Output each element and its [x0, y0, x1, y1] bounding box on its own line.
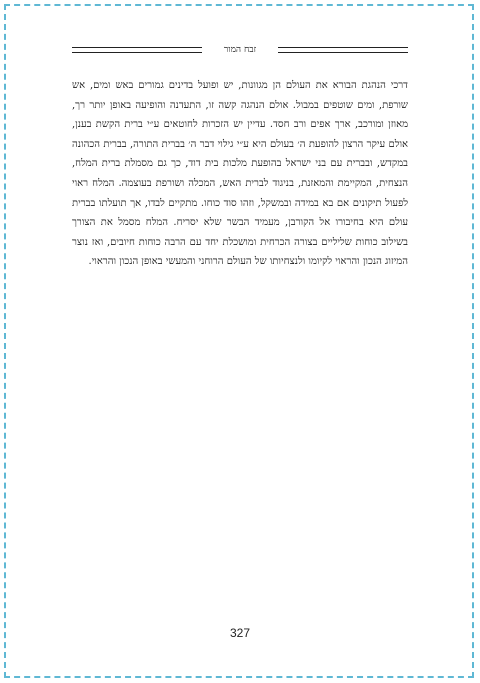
header-rule-left	[72, 47, 202, 53]
header-rule-right	[278, 47, 408, 53]
body-paragraph: דרכי הנהגת הבורא את העולם הן מגוונות, יש ופועל בדינים גמורים באש ומים, אש שורפת, ומים שוטפים במבול. אולם הנהגה קשה זו, התעדנה והופיעה באופן יותר רך, מאוזן ומורכב, ארך אפים ורב חסד. עדיין יש הזכרות לחוטאים ע״י ברית הקשת בענן, אולם עיקר הרצון להופעת ה׳ בעולם היא ע״י גילוי דבר ה׳ בברית התורה, בברית הכהונה במקדש, ובברית עם בני ישראל בהופעת מלכות בית דוד, כך גם מסמלת ברית המלח, הנצחית, המקיימת והמאזנת, בניגוד לברית האש, המכלה ושורפת בעוצמה. המלח ראוי לפעול תיקונים אם בא במידה ובמשקל, וזהו סוד כוחו. מתקיים לבדו, אך תועלתו בברית עולם היא בחיבורו אל הקורבן, מעמיד הבשר שלא יסריח. המלח מסמל את הצורך בשילוב כוחות שליליים בצורה הכרחית ומושכלת יחד עם הרבה כוחות חיובים, ואז נוצר המיזוג הנכון והראוי לקיומו ולנצחיותו של העולם הרוחני והמעשי באופן הנכון והראוי.	[72, 80, 408, 268]
running-header	[72, 43, 408, 57]
running-title: זבח המור	[223, 45, 257, 55]
page-number: 327	[229, 626, 251, 640]
